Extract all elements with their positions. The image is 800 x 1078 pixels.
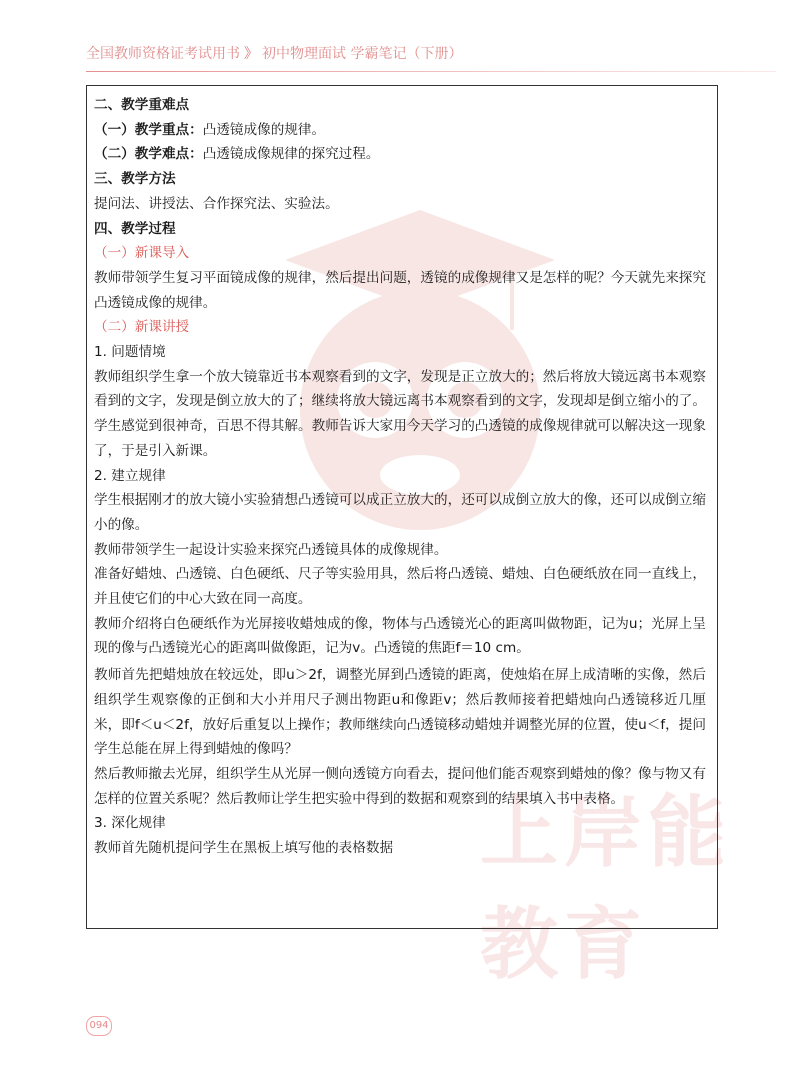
step3-text: 教师首先随机提问学生在黑板上填写他的表格数据 [94,840,394,857]
key-point-row [94,118,706,143]
running-header [86,40,736,70]
header-rule [86,71,776,72]
header-separator: 》 [244,46,258,62]
step2-paragraph-4: 教师介绍将白色硬纸作为光屏接收蜡烛成的像，物体与凸透镜光心的距离叫做物距，记为u；光屏上呈现的像与凸透镜光心的距离叫做像距，记为v。凸透镜的焦距f＝10 cm。 [94,615,706,657]
key-point-text: 凸透镜成像的规律。 [202,121,326,138]
step2-paragraph-1: 学生根据刚才的放大镜小实验猜想凸透镜可以成正立放大的，还可以成倒立放大的像，还可以成倒立缩小的像。 [94,492,706,533]
intro-text: 教师带领学生复习平面镜成像的规律，然后提出问题，透镜的成像规律又是怎样的呢？今天就先来探究凸透镜成像的规律。 [94,269,706,311]
step1-text: 教师组织学生拿一个放大镜靠近书本观察看到的文字，发现是正立放大的；然后将放大镜远离书本观察看到的文字，发现是倒立放大的了；继续将放大镜远离书本观察看到的文字，发现却是倒立缩小的了。学生感觉到很神奇，百思不得其解。教师告诉大家用今天学习的凸透镜的成像规律就可以解决这一现象了，于是引入新课。 [94,368,706,459]
methods-text: 提问法、讲授法、合作探究法、实验法。 [94,195,339,212]
header-series: 全国教师资格证考试用书 [86,46,240,62]
section-title-methods: 三、教学方法 [94,171,176,188]
difficult-point-text: 凸透镜成像规律的探究过程。 [202,146,380,163]
step3-title: 3. 深化规律 [94,815,166,832]
intro-title: （一）新课导入 [94,245,190,262]
section-title-process: 四、教学过程 [94,220,176,237]
key-point-label: （一）教学重点： [94,121,203,138]
step2-paragraph-3: 准备好蜡烛、凸透镜、白色硬纸、尺子等实验用具，然后将凸透镜、蜡烛、白色硬纸放在同一直线上，并且使它们的中心大致在同一高度。 [94,566,706,608]
difficult-point-label: （二）教学难点： [94,146,203,163]
page-number: 094 [86,1016,112,1036]
watermark-text: 上岸能教育 [480,788,733,990]
header-book-title: 初中物理面试 学霸笔记（下册） [262,46,463,62]
difficult-point-row [94,142,706,167]
step2-paragraph-2: 教师带领学生一起设计实验来探究凸透镜具体的成像规律。 [94,541,448,558]
step2-paragraph-5: 教师首先把蜡烛放在较远处，即u＞2f，调整光屏到凸透镜的距离，使烛焰在屏上成清晰的实像，然后组织学生观察像的正倒和大小并用尺子测出物距u和像距v；然后教师接着把蜡烛向凸透镜移近几厘米，即f＜u＜2f，放好后重复以上操作；教师继续向凸透镜移动蜡烛并调整光屏的位置，使u＜f，提问学生总能在屏上得到蜡烛的像吗？ [94,667,706,758]
section-title-key-difficult: 二、教学重难点 [94,97,190,113]
step2-title: 2. 建立规律 [94,467,166,484]
step2-paragraph-6: 然后教师撤去光屏，组织学生从光屏一侧向透镜方向看去，提问他们能否观察到蜡烛的像？像与物又有怎样的位置关系呢？然后教师让学生把实验中得到的数据和观察到的结果填入书中表格。 [94,765,706,807]
lesson-plan-content [94,93,706,861]
step1-title: 1. 问题情境 [94,344,166,361]
teach-title: （二）新课讲授 [94,319,190,336]
